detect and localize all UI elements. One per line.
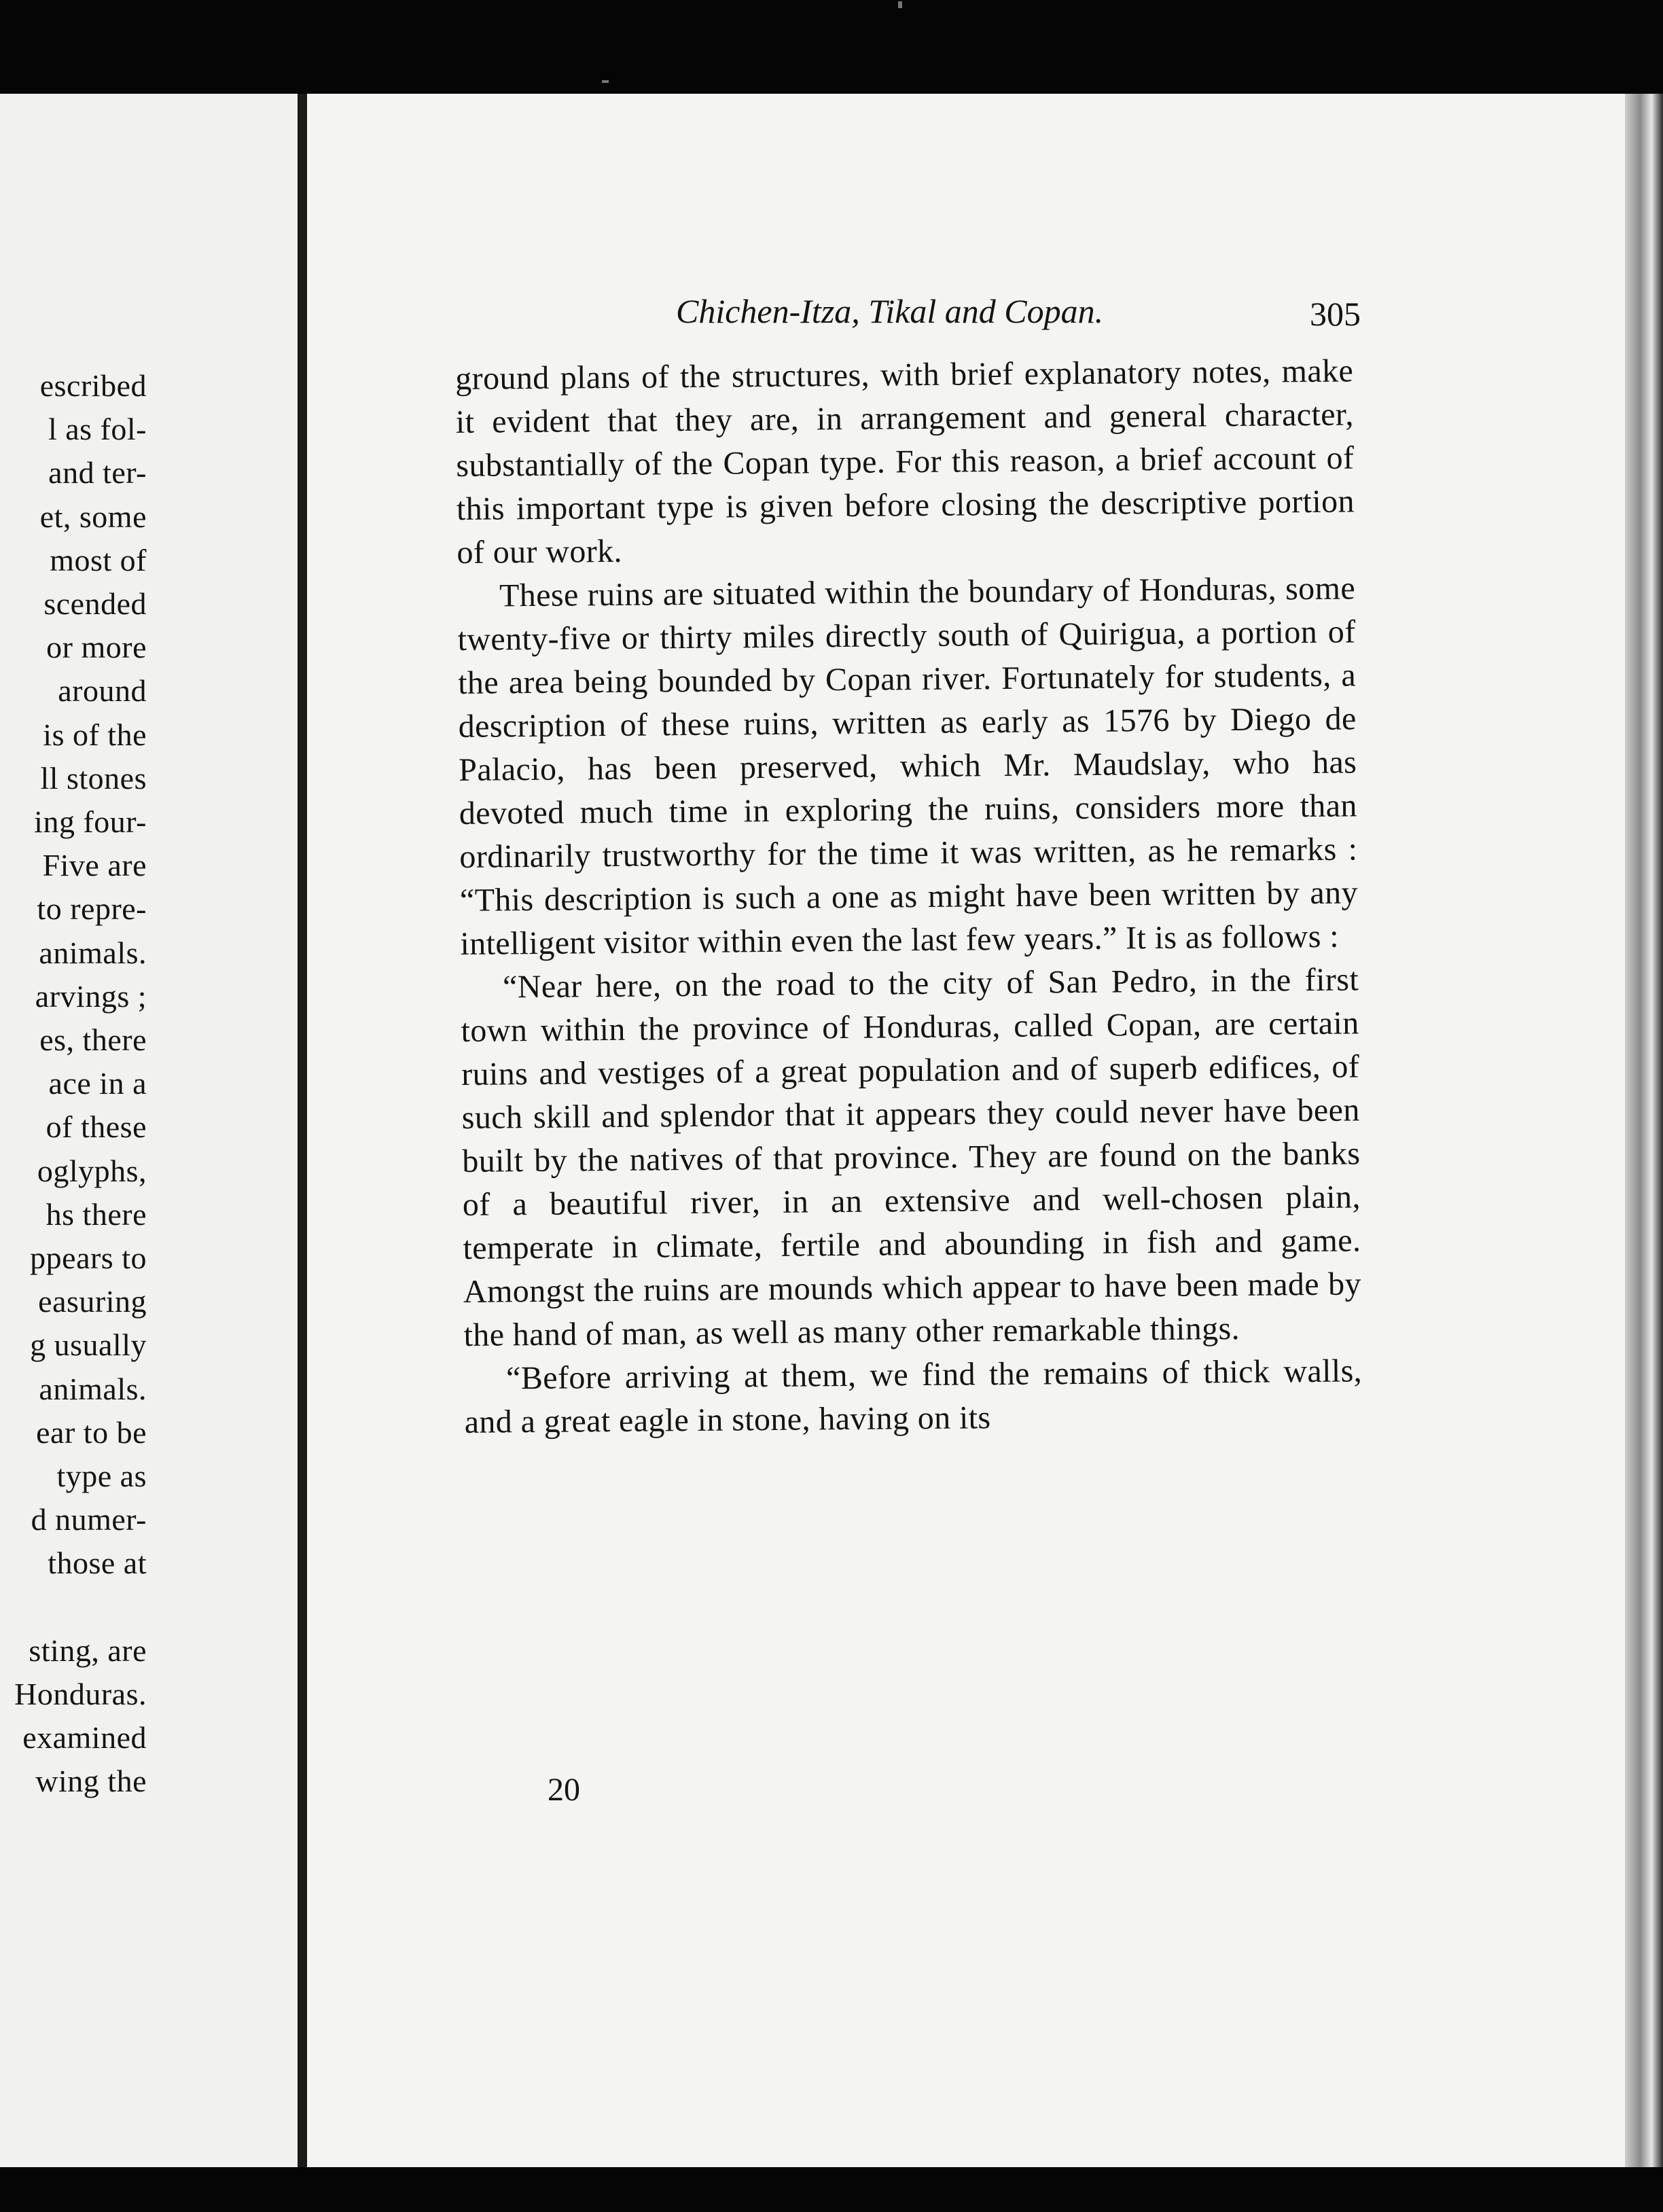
- paragraph: “Near here, on the road to the city of San Pedro, in the first town within the province of Honduras, called Copan, are certain ruins and vestiges of a great population and of superb edifices, of such skill and splendor that it appears they could never have been built by the natives of that province. They are found on the banks of a beautiful river, in an extensive and well-chosen plain, temperate in climate, fertile and abounding in fish and game. Amongst the ruins are mounds which appear to have been made by the hand of man, as well as many other remarkable things.: [461, 961, 1362, 1353]
- left-page-fragment: scended: [43, 586, 147, 621]
- left-page-fragment: escribed: [39, 368, 147, 403]
- left-page-fragment: et, some: [39, 499, 147, 534]
- left-page-fragment: those at: [48, 1546, 147, 1581]
- left-page-fragment: d numer-: [31, 1502, 147, 1537]
- left-page-fragment: g usually: [30, 1327, 147, 1363]
- running-head: Chichen-Itza, Tikal and Copan.: [676, 292, 1104, 330]
- scan-speck: [898, 1, 902, 8]
- left-page-fragment: examined: [22, 1720, 147, 1755]
- left-page-fragment: Honduras.: [14, 1677, 147, 1711]
- left-page-fragment: to repre-: [37, 891, 147, 927]
- left-page-fragment: is of the: [43, 717, 147, 752]
- left-page-fragment: Five are: [42, 848, 147, 883]
- left-page-fragment: arvings ;: [35, 978, 147, 1014]
- left-page-fragment: animals.: [39, 1371, 147, 1406]
- left-page-fragment: l as fol-: [48, 412, 147, 447]
- left-page-fragment: around: [58, 673, 147, 709]
- left-page-fragment: hs there: [46, 1196, 147, 1232]
- left-page-fragment: or more: [46, 630, 147, 665]
- left-page-fragment: ear to be: [36, 1414, 147, 1450]
- page-number: 305: [1310, 295, 1361, 333]
- left-page-fragment: sting, are: [29, 1633, 147, 1668]
- book-gutter: [298, 94, 307, 2167]
- body-text: [455, 349, 1363, 1444]
- paragraph: ground plans of the structures, with brief explanatory notes, make it evident that they are, in arrangement and general character, substantially of the Copan type. For this reason, a brief account of this important type is given before closing the descriptive portion of our work.: [455, 353, 1355, 571]
- paragraph: “Before arriving at them, we find the remains of thick walls, and a great eagle in stone, having on its: [464, 1353, 1363, 1440]
- left-page-fragment: easuring: [38, 1284, 147, 1319]
- signature-mark: 20: [548, 1772, 580, 1808]
- left-page-fragment: ll stones: [40, 760, 147, 796]
- left-page-fragment: type as: [56, 1459, 147, 1493]
- paragraph: These ruins are situated within the boundary of Honduras, some twenty-five or thirty miles directly south of Quirigua, a portion of the area being bounded by Copan river. Fortunately for students, a description of these ruins, written as early as 1576 by Diego de Palacio, has been preserved, which Mr. Maudslay, who has devoted much time in exploring the ruins, considers more than ordinarily trustworthy for the time it was written, as he remarks : “This description is such a one as might have been written by any intelligent visitor within even the last few years.” It is as follows :: [457, 570, 1359, 962]
- left-page-fragment: ppears to: [30, 1241, 147, 1275]
- left-page-fragment: of these: [46, 1109, 147, 1145]
- left-page-fragment: most of: [50, 542, 147, 577]
- left-page-fragment: wing the: [35, 1764, 147, 1799]
- left-page: [0, 94, 298, 2167]
- left-page-fragment: and ter-: [48, 455, 147, 490]
- scan-speck: [602, 80, 609, 83]
- left-page-fragment: es, there: [39, 1022, 147, 1057]
- left-page-fragment: oglyphs,: [37, 1153, 147, 1188]
- left-page-fragment: ing four-: [34, 804, 147, 839]
- left-page-fragment: animals.: [39, 935, 147, 970]
- page-edge: [1625, 94, 1663, 2167]
- left-page-fragment: ace in a: [48, 1066, 147, 1101]
